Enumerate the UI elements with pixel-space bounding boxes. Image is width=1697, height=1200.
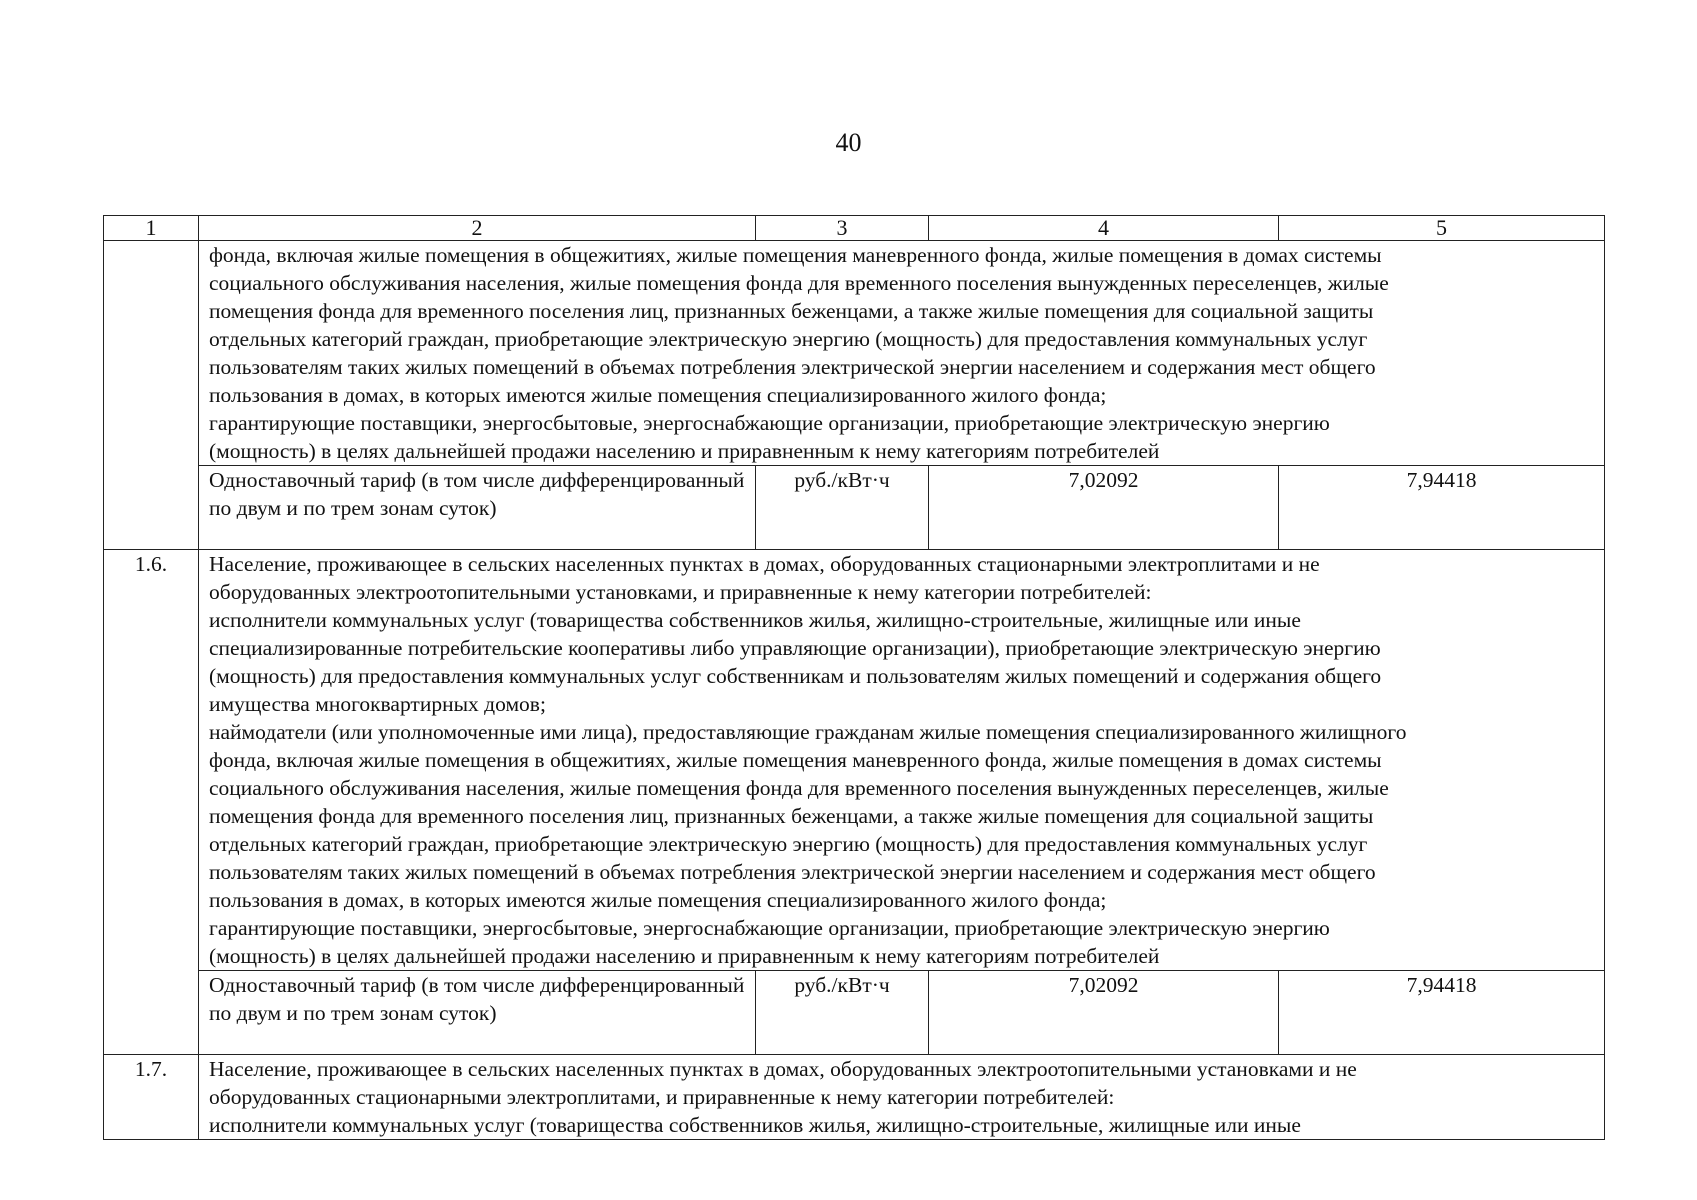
text-line: помещения фонда для временного поселения лиц, признанных беженцами, а также жилые помещения для социальной защиты [209, 804, 1374, 828]
table-row-1-7 [104, 1055, 1605, 1140]
text-line: имущества многоквартирных домов; [209, 692, 546, 716]
header-col-1: 1 [104, 216, 199, 241]
tariff-row [104, 466, 1605, 550]
text-line: гарантирующие поставщики, энергосбытовые, энергоснабжающие организации, приобретающие электрическую энергию [209, 411, 1330, 435]
category-description [199, 1055, 1605, 1140]
text-line: наймодатели (или уполномоченные ими лица), предоставляющие гражданам жилые помещения специализированного жилищного [209, 720, 1407, 744]
row-number-cell-empty [104, 241, 199, 550]
text-line: Население, проживающее в сельских населенных пунктах в домах, оборудованных электроотопительными установками и не [209, 1057, 1357, 1081]
row-number: 1.7. [104, 1055, 199, 1140]
text-line: исполнители коммунальных услуг (товарищества собственников жилья, жилищно-строительные, жилищные или иные [209, 608, 1301, 632]
text-line: социального обслуживания населения, жилые помещения фонда для временного поселения вынужденных переселенцев, жилые [209, 776, 1389, 800]
text-line: пользования в домах, в которых имеются жилые помещения специализированного жилого фонда; [209, 888, 1107, 912]
text-line: оборудованных стационарными электроплитами, и приравненные к нему категории потребителей: [209, 1085, 1115, 1109]
tariff-unit: руб./кВт·ч [756, 466, 929, 550]
text-line: фонда, включая жилые помещения в общежитиях, жилые помещения маневренного фонда, жилые помещения в домах системы [209, 748, 1382, 772]
tariff-name: Одноставочный тариф (в том числе дифференцированный по двум и по трем зонам суток) [199, 971, 756, 1055]
row-number: 1.6. [104, 550, 199, 1055]
header-col-3: 3 [756, 216, 929, 241]
text-line: Население, проживающее в сельских населенных пунктах в домах, оборудованных стационарными электроплитами и не [209, 552, 1320, 576]
text-line: (мощность) в целях дальнейшей продажи населению и приравненным к нему категориям потребителей [209, 944, 1160, 968]
header-col-5: 5 [1279, 216, 1605, 241]
tariff-value-second-half: 7,94418 [1279, 466, 1605, 550]
text-line: отдельных категорий граждан, приобретающие электрическую энергию (мощность) для предоставления коммунальных услуг [209, 327, 1368, 351]
text-line: пользователям таких жилых помещений в объемах потребления электрической энергии населением и содержания мест общего [209, 860, 1376, 884]
text-line: специализированные потребительские кооперативы либо управляющие организации), приобретающие электрическую энергию [209, 636, 1381, 660]
text-line: фонда, включая жилые помещения в общежитиях, жилые помещения маневренного фонда, жилые помещения в домах системы [209, 243, 1382, 267]
text-line: (мощность) в целях дальнейшей продажи населению и приравненным к нему категориям потребителей [209, 439, 1160, 463]
text-line: гарантирующие поставщики, энергосбытовые, энергоснабжающие организации, приобретающие электрическую энергию [209, 916, 1330, 940]
tariff-name: Одноставочный тариф (в том числе дифференцированный по двум и по трем зонам суток) [199, 466, 756, 550]
table-header-row [104, 216, 1605, 241]
tariff-row [104, 971, 1605, 1055]
text-line: социального обслуживания населения, жилые помещения фонда для временного поселения вынужденных переселенцев, жилые [209, 271, 1389, 295]
category-description [199, 241, 1605, 466]
table-row-continuation [104, 241, 1605, 466]
text-line: пользователям таких жилых помещений в объемах потребления электрической энергии населением и содержания мест общего [209, 355, 1376, 379]
text-line: помещения фонда для временного поселения лиц, признанных беженцами, а также жилые помещения для социальной защиты [209, 299, 1374, 323]
text-line: оборудованных электроотопительными установками, и приравненные к нему категории потребителей: [209, 580, 1152, 604]
tariff-value-second-half: 7,94418 [1279, 971, 1605, 1055]
header-col-4: 4 [929, 216, 1279, 241]
text-line: пользования в домах, в которых имеются жилые помещения специализированного жилого фонда; [209, 383, 1107, 407]
text-line: (мощность) для предоставления коммунальных услуг собственникам и пользователям жилых помещений и содержания общего [209, 664, 1382, 688]
tariff-value-first-half: 7,02092 [929, 466, 1279, 550]
text-line: исполнители коммунальных услуг (товарищества собственников жилья, жилищно-строительные, жилищные или иные [209, 1113, 1301, 1137]
tariff-unit: руб./кВт·ч [756, 971, 929, 1055]
text-line: отдельных категорий граждан, приобретающие электрическую энергию (мощность) для предоставления коммунальных услуг [209, 832, 1368, 856]
page-number: 40 [835, 128, 862, 157]
header-col-2: 2 [199, 216, 756, 241]
table-row-1-6 [104, 550, 1605, 971]
tariff-table [103, 215, 1605, 1140]
tariff-value-first-half: 7,02092 [929, 971, 1279, 1055]
category-description [199, 550, 1605, 971]
